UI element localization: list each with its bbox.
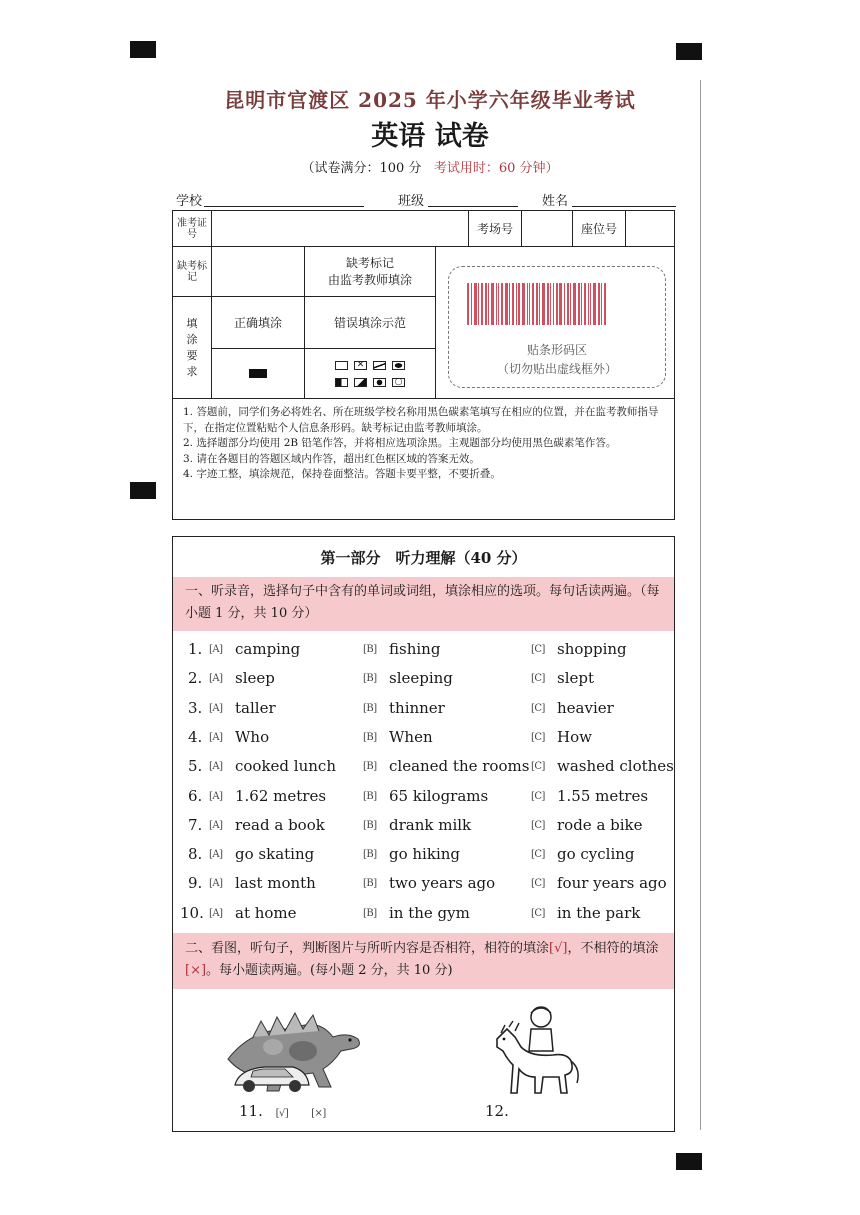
wrong-fill-label: 错误填涂示范 [305, 297, 436, 349]
part1-title: 第一部分 听力理解（40 分） [320, 549, 527, 567]
barcode-bar [601, 283, 602, 325]
option-b-bubble[interactable]: [B] [363, 731, 377, 743]
full-score-label: （试卷满分：100 分 [301, 161, 422, 176]
barcode-bar [581, 283, 582, 325]
q11-tick-option[interactable]: [√] [275, 1108, 289, 1119]
option-c-text: heavier [557, 698, 614, 717]
exam-id-field[interactable] [212, 211, 469, 247]
barcode-bar [550, 283, 551, 325]
option-b-bubble[interactable]: [B] [363, 878, 377, 890]
note-item: 2. 选择题部分均使用 2B 铅笔作答，并将相应选项涂黑。主观题部分均使用黑色碳素笔作答。 [183, 437, 617, 449]
option-a-bubble[interactable]: [A] [209, 731, 223, 743]
option-a-bubble[interactable]: [A] [209, 878, 223, 890]
question-number: 4. [188, 727, 203, 746]
barcode-bar [518, 283, 520, 325]
absent-note: 缺考标记 由监考教师填涂 [305, 247, 436, 297]
barcode-bar [584, 283, 586, 325]
absent-mark-box[interactable] [212, 247, 305, 297]
wrong-fill-cross: ✕ [354, 361, 367, 370]
option-b-bubble[interactable]: [B] [363, 702, 377, 714]
option-b-bubble[interactable]: [B] [363, 819, 377, 831]
option-b-text: thinner [389, 698, 445, 717]
duration-label: 考试用时：60 分钟） [433, 161, 559, 176]
question-row [173, 640, 674, 668]
option-b-bubble[interactable]: [B] [363, 849, 377, 861]
option-c-text: How [557, 727, 592, 746]
section2-text-3: 。每小题读两遍。(每小题 2 分，共 10 分) [206, 963, 453, 978]
option-c-bubble[interactable]: [C] [531, 644, 545, 655]
barcode-bar [488, 283, 489, 325]
option-c-bubble[interactable]: [C] [531, 819, 545, 831]
barcode-bar [539, 283, 540, 325]
registration-mark-left-middle [130, 482, 156, 499]
option-c-bubble[interactable]: [C] [531, 790, 545, 802]
class-field[interactable] [428, 206, 518, 207]
boy-riding-horse-picture [491, 1003, 583, 1099]
answer-area-part1 [172, 536, 675, 1132]
barcode-bar [478, 283, 479, 325]
wrong-fill-half [335, 378, 348, 387]
barcode-bar [491, 283, 494, 325]
exam-id-label: 准考证号 [173, 211, 212, 247]
option-c-bubble[interactable]: [C] [531, 731, 545, 743]
option-a-text: read a book [235, 815, 325, 834]
option-a-text: sleep [235, 669, 275, 688]
wrong-fill-oval [392, 361, 405, 370]
option-b-text: drank milk [389, 815, 472, 834]
q11-cross-option[interactable]: [×] [311, 1108, 326, 1119]
option-c-bubble[interactable]: [C] [531, 878, 545, 890]
option-c-bubble[interactable]: [C] [531, 673, 545, 685]
section2-instruction [173, 933, 674, 989]
option-c-text: rode a bike [557, 815, 643, 834]
barcode-bar [474, 283, 477, 325]
question-number: 5. [188, 757, 203, 776]
question-number: 3. [188, 698, 203, 717]
option-c-text: washed clothes [557, 757, 674, 776]
question-number: 10. [180, 903, 204, 922]
barcode-bar [590, 283, 591, 325]
seat-no-field[interactable] [626, 211, 675, 247]
barcode-bar [567, 283, 569, 325]
tick-symbol: [√] [549, 941, 568, 956]
barcode-bar [532, 283, 534, 325]
option-a-bubble[interactable]: [A] [209, 907, 223, 919]
registration-mark-top-left [130, 41, 156, 58]
absent-mark-label: 缺考标记 [173, 247, 212, 297]
barcode-bar [564, 283, 565, 325]
wrong-fill-dot [373, 378, 386, 387]
note-item: 3. 请在各题目的答题区域内作答，超出红色框区域的答案无效。 [183, 452, 480, 465]
dinosaur-car-picture [223, 1007, 373, 1099]
exam-info [0, 157, 860, 176]
name-label: 姓名 [542, 194, 569, 209]
question-12: 12. [485, 1102, 509, 1120]
section2-text-1: 二、看图，听句子，判断图片与所听内容是否相符，相符的填涂 [185, 941, 550, 956]
room-no-label: 考场号 [469, 211, 522, 247]
barcode-graphic [467, 283, 647, 325]
question-number: 1. [188, 640, 203, 658]
section2-text-2: ，不相符的填涂 [567, 941, 659, 956]
barcode-bar [467, 283, 469, 325]
question-number: 2. [188, 669, 203, 688]
question-number: 6. [188, 786, 203, 805]
question-number: 7. [188, 815, 203, 834]
barcode-bar [553, 283, 554, 325]
option-b-bubble[interactable]: [B] [363, 907, 377, 919]
barcode-bar [570, 283, 571, 325]
barcode-bar [578, 283, 580, 325]
option-a-text: go skating [235, 845, 315, 864]
barcode-bar [598, 283, 600, 325]
question-row [173, 728, 674, 756]
barcode-bar [559, 283, 562, 325]
question-11 [239, 1102, 326, 1120]
option-c-text: 1.55 metres [557, 786, 649, 805]
wrong-fill-empty [335, 361, 348, 370]
barcode-bar [501, 283, 503, 325]
barcode-bar [481, 283, 483, 325]
note-item: 1. 答题前，同学们务必将姓名、所在班级学校名称用黑色碳素笔填写在相应的位置，并在监考教师指导下，在指定位置粘贴个人信息条形码。缺考标记由监考教师填涂。 [183, 406, 659, 434]
wrong-fill-slash [373, 361, 386, 370]
school-label: 学校 [176, 194, 203, 209]
barcode-bar [588, 283, 589, 325]
cross-symbol: [×] [185, 963, 207, 978]
option-a-bubble[interactable]: [A] [209, 673, 223, 685]
option-b-bubble[interactable]: [B] [363, 761, 377, 773]
option-a-text: camping [235, 640, 301, 658]
name-field[interactable] [572, 206, 676, 207]
question-row [173, 904, 674, 932]
barcode-bar [496, 283, 497, 325]
barcode-label: 贴条形码区 [526, 343, 587, 357]
section1-instruction: 一、听录音，选择句子中含有的单词或词组，填涂相应的选项。每句话读两遍。（每小题 1 分，共 10 分） [173, 577, 674, 631]
option-c-text: in the park [557, 903, 641, 922]
barcode-bar [505, 283, 508, 325]
barcode-bar [471, 283, 472, 325]
question-row [173, 874, 674, 902]
barcode-bar [542, 283, 545, 325]
option-a-text: taller [235, 698, 276, 717]
barcode-bar [516, 283, 517, 325]
option-c-bubble[interactable]: [C] [531, 761, 545, 773]
option-a-bubble[interactable]: [A] [209, 761, 223, 773]
option-b-text: two years ago [389, 874, 496, 893]
option-c-bubble[interactable]: [C] [531, 907, 545, 919]
option-a-bubble[interactable]: [A] [209, 790, 223, 802]
option-b-text: sleeping [389, 669, 453, 688]
instructions-notes [172, 398, 675, 520]
barcode-bar [536, 283, 538, 325]
question-row [173, 787, 674, 815]
option-b-text: 65 kilograms [389, 786, 489, 805]
note-item: 4. 字迹工整，填涂规范，保持卷面整洁。答题卡要平整，不要折叠。 [183, 468, 501, 480]
q11-number: 11. [239, 1102, 263, 1120]
option-c-text: shopping [557, 640, 627, 658]
barcode-bar [556, 283, 558, 325]
option-a-text: last month [235, 874, 316, 893]
option-a-text: Who [235, 727, 270, 746]
option-b-text: fishing [389, 640, 441, 658]
fill-requirement-label: 填涂要求 [173, 297, 212, 399]
option-b-text: go hiking [389, 845, 461, 864]
wrong-fill-examples [305, 349, 436, 399]
exam-title: 昆明市官渡区 2025 年小学六年级毕业考试 [224, 88, 636, 112]
option-b-bubble[interactable]: [B] [363, 673, 377, 685]
option-b-text: When [389, 727, 433, 746]
option-a-text: cooked lunch [235, 757, 336, 776]
barcode-bar [485, 283, 487, 325]
barcode-bar [522, 283, 525, 325]
option-c-bubble[interactable]: [C] [531, 849, 545, 861]
barcode-note: （切勿贴出虚线框外） [496, 362, 617, 376]
question-row [173, 757, 674, 785]
barcode-bar [547, 283, 549, 325]
question-number: 9. [188, 874, 203, 893]
barcode-bar [604, 283, 606, 325]
wrong-fill-ring: ○ [392, 378, 405, 387]
registration-mark-top-right [676, 43, 702, 60]
wrong-fill-triangle [354, 378, 367, 387]
class-label: 班级 [398, 194, 425, 209]
barcode-bar [498, 283, 499, 325]
option-a-bubble[interactable]: [A] [209, 819, 223, 831]
option-b-bubble[interactable]: [B] [363, 644, 377, 655]
page-edge-line [700, 80, 701, 1130]
registration-mark-bottom-right [676, 1153, 702, 1170]
correct-fill-label: 正确填涂 [212, 297, 305, 349]
barcode-bar [512, 283, 514, 325]
option-b-text: in the gym [389, 903, 470, 922]
option-c-text: four years ago [557, 874, 667, 893]
option-a-bubble[interactable]: [A] [209, 702, 223, 714]
option-b-text: cleaned the rooms [389, 757, 530, 776]
barcode-bar [573, 283, 576, 325]
option-a-text: 1.62 metres [235, 786, 327, 805]
option-c-text: slept [557, 669, 595, 688]
correct-fill-example [212, 349, 305, 399]
seat-no-label: 座位号 [573, 211, 626, 247]
question-row [173, 669, 674, 697]
question-number: 8. [188, 845, 203, 864]
question-row [173, 845, 674, 873]
option-a-bubble[interactable]: [A] [209, 644, 223, 655]
option-c-bubble[interactable]: [C] [531, 702, 545, 714]
barcode-bar [529, 283, 530, 325]
barcode-bar [593, 283, 596, 325]
question-row [173, 816, 674, 844]
school-field[interactable] [204, 206, 364, 207]
option-a-text: at home [235, 903, 297, 922]
barcode-sticker-area [448, 266, 666, 388]
option-b-bubble[interactable]: [B] [363, 790, 377, 802]
barcode-bar [509, 283, 510, 325]
option-c-text: go cycling [557, 845, 635, 864]
barcode-bar [527, 283, 528, 325]
question-row [173, 699, 674, 727]
subject-title: 英语 试卷 [371, 121, 489, 152]
option-a-bubble[interactable]: [A] [209, 849, 223, 861]
room-no-field[interactable] [522, 211, 573, 247]
